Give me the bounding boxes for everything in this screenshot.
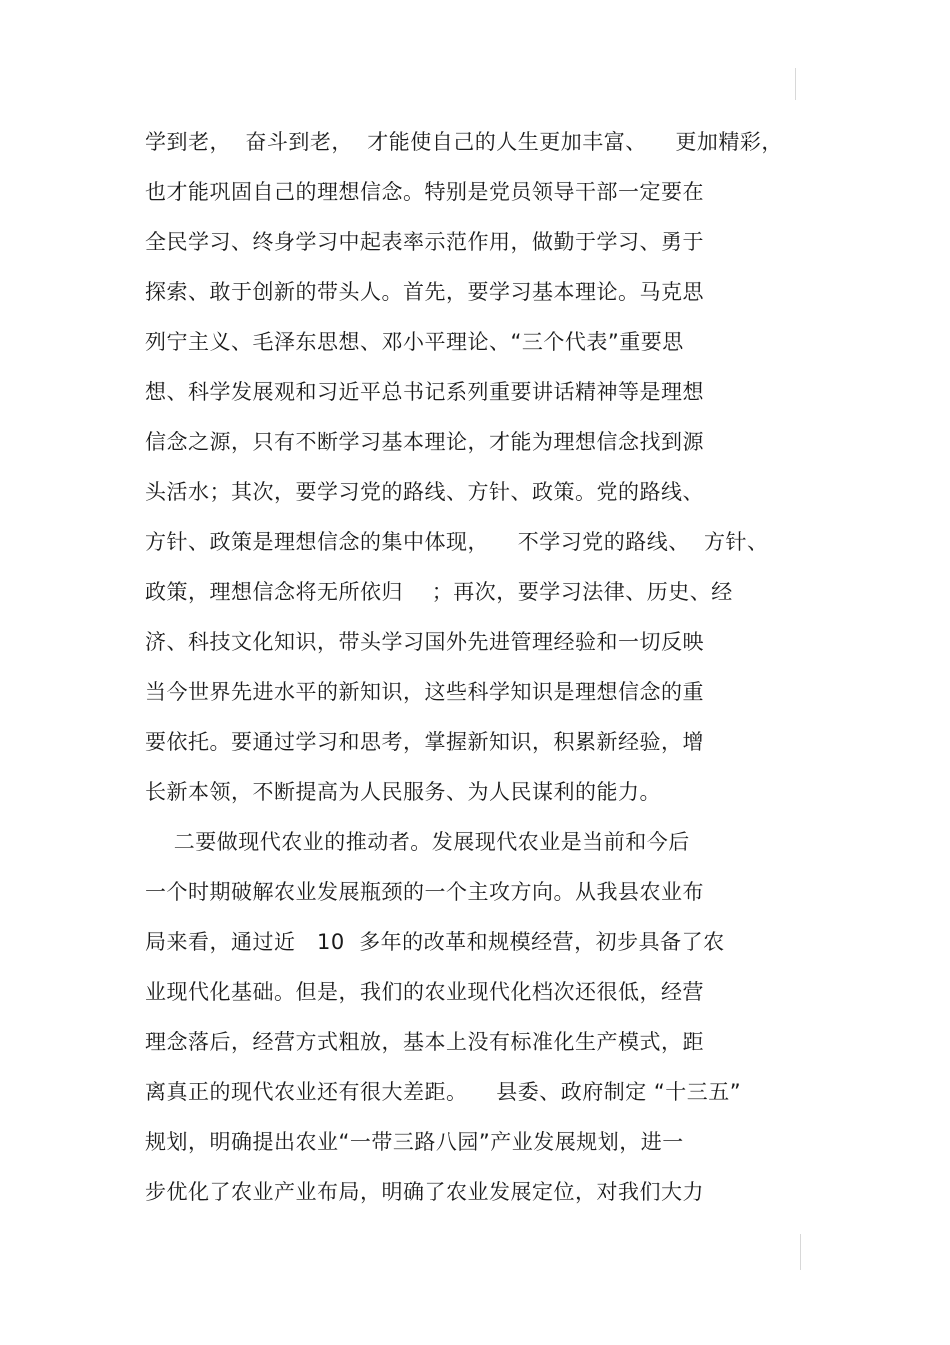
text-line: 一个时期破解农业发展瓶颈的一个主攻方向。从我县农业布 bbox=[145, 880, 704, 904]
text-line: 全民学习、终身学习中起表率示范作用，做勤于学习、勇于 bbox=[145, 230, 704, 254]
text-line: 信念之源，只有不断学习基本理论，才能为理想信念找到源 bbox=[145, 430, 704, 454]
text-line: 想、科学发展观和习近平总书记系列重要讲话精神等是理想 bbox=[145, 380, 704, 404]
text-line: 列宁主义、毛泽东思想、邓小平理论、“三个代表”重要思 bbox=[145, 330, 684, 354]
text-line: 济、科技文化知识，带头学习国外先进管理经验和一切反映 bbox=[145, 630, 704, 654]
text-line: 学到老， 奋斗到老， 才能使自己的人生更加丰富、 更加精彩， bbox=[145, 130, 783, 154]
text-line: 局来看，通过近 10 多年的改革和规模经营，初步具备了农 bbox=[145, 930, 725, 954]
text-line: 规划，明确提出农业“一带三路八园”产业发展规划，进一 bbox=[145, 1130, 684, 1154]
text-line: 要依托。要通过学习和思考，掌握新知识，积累新经验，增 bbox=[145, 730, 704, 754]
text-line: 步优化了农业产业布局，明确了农业发展定位，对我们大力 bbox=[145, 1180, 704, 1204]
text-line: 探索、敢于创新的带头人。首先，要学习基本理论。马克思 bbox=[145, 280, 704, 304]
paragraph-start-line: 二要做现代农业的推动者。发展现代农业是当前和今后 bbox=[145, 830, 690, 854]
text-line: 长新本领，不断提高为人民服务、为人民谋利的能力。 bbox=[145, 780, 661, 804]
text-line: 业现代化基础。但是，我们的农业现代化档次还很低，经营 bbox=[145, 980, 704, 1004]
text-line: 也才能巩固自己的理想信念。特别是党员领导干部一定要在 bbox=[145, 180, 704, 204]
text-line: 政策，理想信念将无所依归 ；再次，要学习法律、历史、经 bbox=[145, 580, 733, 604]
text-line: 离真正的现代农业还有很大差距。 县委、政府制定 “十三五” bbox=[145, 1080, 742, 1104]
text-line: 头活水；其次，要学习党的路线、方针、政策。党的路线、 bbox=[145, 480, 704, 504]
text-line: 理念落后，经营方式粗放，基本上没有标准化生产模式，距 bbox=[145, 1030, 704, 1054]
text-line: 方针、政策是理想信念的集中体现， 不学习党的路线、 方针、 bbox=[145, 530, 769, 554]
page-margin-mark-bottom bbox=[800, 1234, 801, 1270]
text-line: 当今世界先进水平的新知识，这些科学知识是理想信念的重 bbox=[145, 680, 704, 704]
page-margin-mark-top bbox=[795, 68, 796, 100]
